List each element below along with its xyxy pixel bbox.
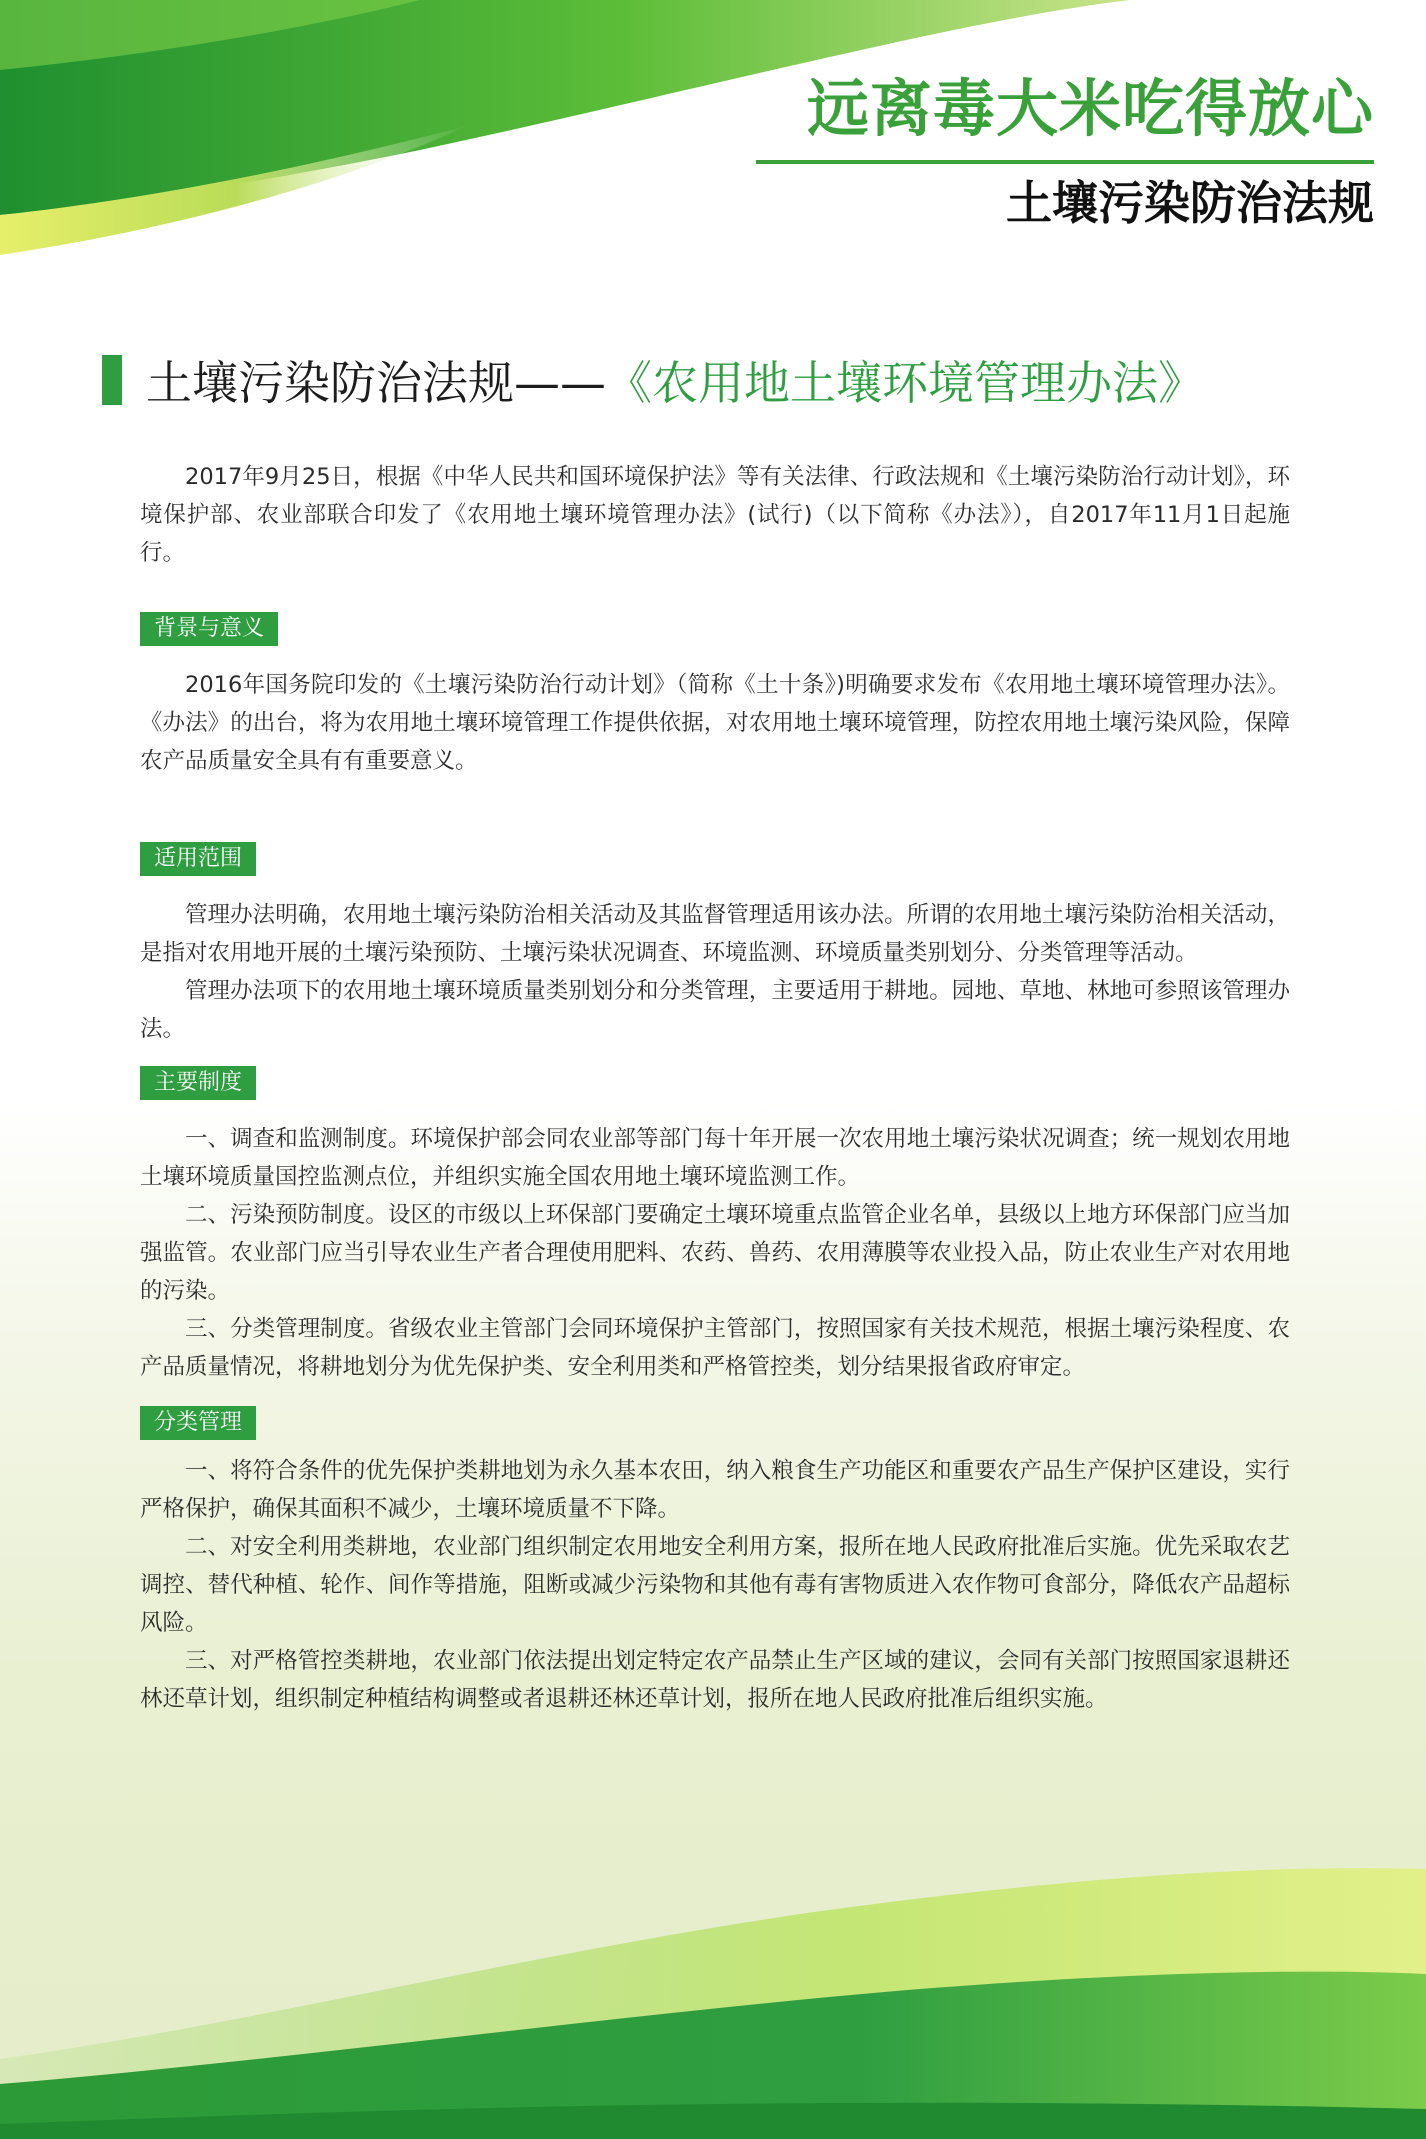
intro-paragraph: 2017年9月25日，根据《中华人民共和国环境保护法》等有关法律、行政法规和《土壤污染防治行动计划》，环境保护部、农业部联合印发了《农用地土壤环境管理办法》(试行)（以下简称《办法》），自2017年11月1日起施行。 <box>140 464 1290 566</box>
paragraph: 二、污染预防制度。设区的市级以上环保部门要确定土壤环境重点监管企业名单，县级以上地方环保部门应当加强监管。农业部门应当引导农业生产者合理使用肥料、农药、兽药、农用薄膜等农业投入品，防止农业生产对农用地的污染。 <box>140 1202 1290 1304</box>
paragraph: 三、分类管理制度。省级农业主管部门会同环境保护主管部门，按照国家有关技术规范，根据土壤污染程度、农产品质量情况，将耕地划分为优先保护类、安全利用类和严格管控类，划分结果报省政府审定。 <box>140 1316 1290 1380</box>
paragraph: 管理办法明确，农用地土壤污染防治相关活动及其监督管理适用该办法。所谓的农用地土壤污染防治相关活动，是指对农用地开展的土壤污染预防、土壤污染状况调查、环境监测、环境质量类别划分、分类管理等活动。 <box>140 902 1290 966</box>
paragraph: 一、将符合条件的优先保护类耕地划为永久基本农田，纳入粮食生产功能区和重要农产品生产保护区建设，实行严格保护，确保其面积不减少，土壤环境质量不下降。 <box>140 1458 1290 1522</box>
block-main-systems <box>140 1066 1290 1386</box>
paragraph: 2016年国务院印发的《土壤污染防治行动计划》（简称《土十条》)明确要求发布《农用地土壤环境管理办法》。《办法》的出台，将为农用地土壤环境管理工作提供依据，对农用地土壤环境管理，防控农用地土壤污染风险，保障农产品质量安全具有有重要意义。 <box>140 672 1290 774</box>
heading-accent-bar <box>102 355 122 405</box>
paragraph: 二、对安全利用类耕地，农业部门组织制定农用地安全利用方案，报所在地人民政府批准后实施。优先采取农艺调控、替代种植、轮作、间作等措施，阻断或减少污染物和其他有毒有害物质进入农作物可食部分，降低农产品超标风险。 <box>140 1534 1290 1636</box>
heading-title: 土壤污染防治法规—— <box>146 356 606 410</box>
section-heading <box>102 355 1204 410</box>
heading-document-name: 《农用地土壤环境管理办法》 <box>606 356 1204 410</box>
tag-background: 背景与意义 <box>140 612 278 646</box>
tag-scope: 适用范围 <box>140 842 256 876</box>
paragraph: 管理办法项下的农用地土壤环境质量类别划分和分类管理，主要适用于耕地。园地、草地、林地可参照该管理办法。 <box>140 978 1290 1042</box>
bottom-wave-decoration <box>0 1809 1426 2139</box>
block-background <box>140 612 1290 780</box>
paragraph: 三、对严格管控类耕地，农业部门依法提出划定特定农产品禁止生产区域的建议，会同有关部门按照国家退耕还林还草计划，组织制定种植结构调整或者退耕还林还草计划，报所在地人民政府批准后组织实施。 <box>140 1648 1290 1712</box>
block-scope <box>140 842 1290 1048</box>
article-body <box>140 458 1290 1718</box>
block-classification <box>140 1406 1290 1718</box>
headline: 远离毒大米吃得放心 <box>806 72 1374 145</box>
headline-divider <box>756 160 1374 164</box>
paragraph: 一、调查和监测制度。环境保护部会同农业部等部门每十年开展一次农用地土壤污染状况调查；统一规划农用地土壤环境质量国控监测点位，并组织实施全国农用地土壤环境监测工作。 <box>140 1126 1290 1190</box>
tag-classification: 分类管理 <box>140 1406 256 1440</box>
tag-main-systems: 主要制度 <box>140 1066 256 1100</box>
subheadline: 土壤污染防治法规 <box>1006 176 1374 230</box>
